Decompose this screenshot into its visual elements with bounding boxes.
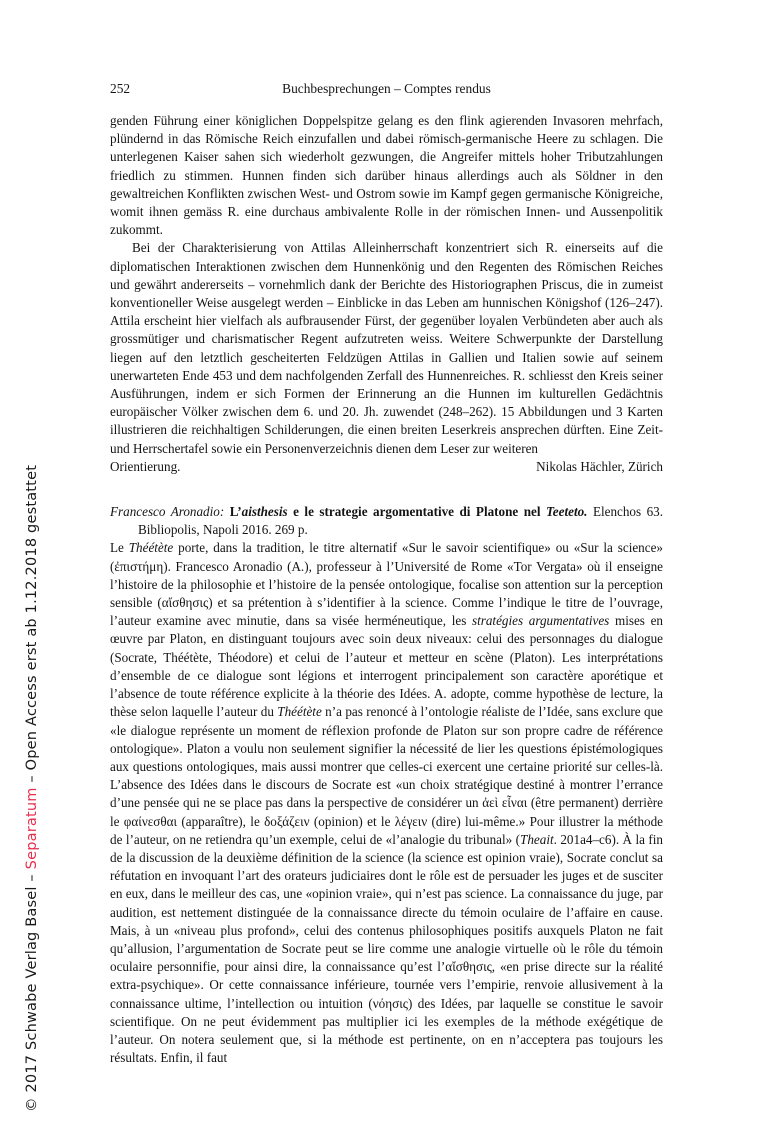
reviewer-signature: Nikolas Hächler, Zürich: [536, 458, 663, 474]
text-column: [110, 81, 663, 1067]
paragraph-last-words: Orientierung.: [110, 458, 181, 474]
signature-line: [110, 458, 663, 476]
review-aronadio-heading: Francesco Aronadio: L’aisthesis e le strategie argomentative di Platone nel Teeteto. Elenchos 63. Bibliopolis, Napoli 2016. 269 p.: [110, 504, 664, 538]
page-number: 252: [110, 81, 131, 96]
paragraph-main: Bei der Charakterisierung von Attilas Alleinherrschaft konzentriert sich R. einerseits auf die diplomatischen Interaktionen zwischen dem Hunnenkönig und den Regenten des Römischen Reiches und gewährt andererseits – vornehmlich dank der Berichte des Historiographen Priscus, die in zumeist konventioneller Weise ausgelegt werden – Einblicke in das Leben am hunnischen Königshof (126–247). Attila erscheint hier vielfach als aufbrausender Fürst, der gegenüber loyalen Verbündeten aber auch als grossmütiger und charismatischer Regent aufzutreten weiss. Weitere Schwerpunkte der Darstellung liegen auf den letztlich gescheiterten Feldzügen Attilas in Gallien und Italien sowie auf seinem unerwarteten Ende 453 und dem nachfolgenden Zerfall des Hunnenreiches. R. schliesst den Kreis seiner Ausführungen, indem er sich Formen der Erinnerung an die Hunnen im kulturellen Gedächtnis europäischer Völker zwischen dem 6. und 20. Jh. zuwendet (248–262). 15 Abbildungen und 3 Karten illustrieren die reichhaltigen Schilderungen, die einen breiten Leserkreis ansprechen dürften. Eine Zeit- und Herrschertafel sowie ein Personenverzeichnis dienen dem Leser zur weiteren: [110, 240, 663, 456]
review-aronadio: [110, 539, 663, 1067]
review-haechler: [110, 112, 663, 476]
running-head: [110, 81, 663, 99]
paragraph-continuation: genden Führung einer königlichen Doppelspitze gelang es den flink agierenden Invasoren mehrfach, plündernd in das Römische Reich einzufallen und dabei römisch-germanische Heere zu schlagen. Die unterlegenen Kaiser sahen sich wiederholt gezwungen, die Angreifer mittels hoher Tributzahlungen friedlich zu stimmen. Hunnen finden sich darüber hinaus allerdings auch als Söldner in den gewaltreichen Konflikten zwischen West- und Ostrom sowie im Kampf gegen germanische Königreiche, womit ihnen gemäss R. eine durchaus ambivalente Rolle in der römischen Innen- und Aussenpolitik zukommt.: [110, 113, 663, 238]
review-aronadio-body: Le Théétète porte, dans la tradition, le titre alternatif «Sur le savoir scientifique» ou «Sur la science» (ἐπιστήμη). Francesco Aronadio (A.), professeur à l’Université de Rome «Tor Vergata» où il enseigne l’histoire de la philosophie et l’histoire de la pensée ontologique, focalise son attention sur la perception sensible (αἴσθησις) et sa prétention à s’identifier à la science. Comme l’indique le titre de l’ouvrage, l’auteur examine avec minutie, dans sa visée herméneutique, les stratégies argumentatives mises en œuvre par Platon, en distinguant toujours avec soin deux niveaux: celui des personnages du dialogue (Socrate, Théétète, Théodore) et celui de l’auteur et metteur en scène (Platon). Les interprétations d’ensemble de ce dialogue sont légions et interrogent principalement son caractère aporétique et l’absence de toute référence explicite à la théorie des Idées. A. adopte, comme hypothèse de lecture, la thèse selon laquelle l’auteur du Théétète n’a pas renoncé à l’ontologie réaliste de l’Idée, sans exclure que «le dialogue représente un moment de réflexion profonde de Platon sur son propre cadre de référence ontologique». Platon a voulu non seulement signifier la nécessité de lier les questions épistémologiques aux questions ontologiques, mais aussi montrer que celles-ci exercent une certaine priorité sur celles-là. L’absence des Idées dans le discours de Socrate est «un choix stratégique destiné à montrer l’errance d’une pensée qui ne se place pas dans la perspective de considérer un ἀεὶ εἶναι (être permanent) derrière le φαίνεσθαι (apparaître), le δοξάζειν (opinion) et le λέγειν (dire) lui-même.» Pour illustrer la méthode de l’auteur, on ne retiendra qu’un exemple, celui de «l’analogie du tribunal» (Theait. 201a4–c6). À la fin de la discussion de la deuxième définition de la science (la science est opinion vraie), Socrate conclut sa réfutation en invoquant l’art des orateurs judiciaires dont le rôle est de persuader les juges et de susciter en eux, dans le meilleur des cas, une «opinion vraie», qui n’est pas science. La connaissance du juge, par audition, est nettement distinguée de la connaissance directe du témoin oculaire de l’affaire en cause. Mais, à un «niveau plus profond», celui des contenus philosophiques positifs auxquels Platon ne fait qu’allusion, l’argumentation de Socrate peut se lire comme une analogie virtuelle où le rôle du témoin oculaire personnifie, pour ainsi dire, la connaissance qu’est l’αἴσθησις, «en prise directe sur la réalité extra-psychique». Or cette connaissance inférieure, tournée vers l’empirie, renvoie allusivement à la connaissance ultime, l’intellection ou intuition (νόησις) des Idées, par laquelle se constitue le savoir scientifique. On ne peut évidemment pas multiplier ici les exemples de la méthode exégétique de l’auteur. On notera seulement que, si la méthode est pertinente, on en n’acceptera pas toujours les résultats. Enfin, il faut: [110, 540, 663, 1066]
copyright-side-strip: © 2017 Schwabe Verlag Basel – Separatum – Open Access erst ab 1.12.2018 gestattet: [24, 464, 40, 1112]
running-head-title: Buchbesprechungen – Comptes rendus: [282, 81, 491, 96]
